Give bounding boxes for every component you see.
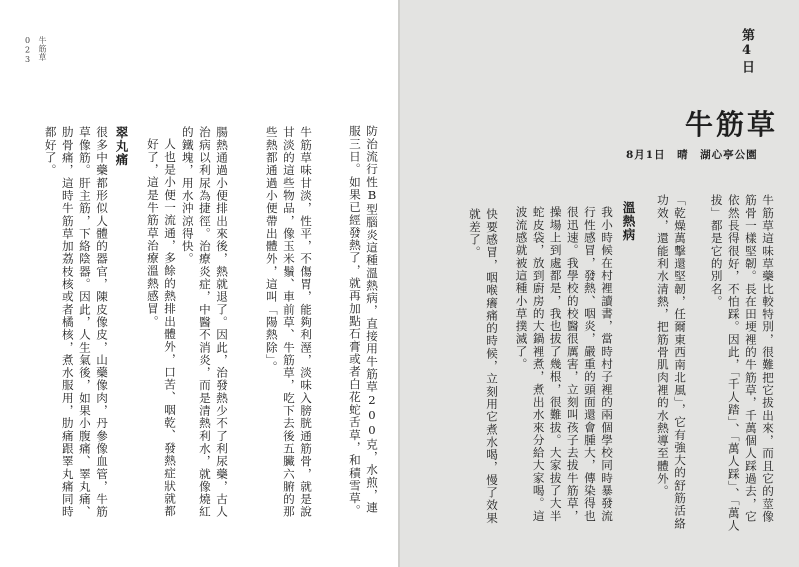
date-weather-location: 8月1日 晴 湖心亭公園 — [626, 149, 758, 161]
section-heading-warm-fever: 溫熱病 — [621, 201, 636, 242]
running-head: 牛筋草 — [38, 36, 47, 62]
paragraph-summary: 人也是小便一流通，多餘的熱排出體外，口苦、咽乾、發熱症狀就都好了，這是牛筋草治療溫熱感冒。 — [145, 138, 177, 518]
paragraph-poem: 「乾燥萬擊還堅韌，任爾東西南北風」，它有強大的舒筋活絡功效，還能利水清熱，把筋骨肌肉裡的水熱導至體外。 — [655, 194, 687, 530]
paragraph-diuretic: 腸熱通過小便排出來後，熱就退了。因此，治發熱少不了利尿藥，古人治病以利尿為捷徑。治療炎症，中醫不消炎，而是清熱利水，就像燒紅的鐵塊，用水沖涼得快。 — [180, 126, 229, 519]
day-marker: 第4日 — [739, 28, 754, 75]
section-heading-testicle-pain: 翠丸痛 — [114, 126, 129, 167]
paragraph-intro: 牛筋草這味草藥比較特別，很難把它拔出來，而且它的莖像筋骨一樣堅韌。長在田埂裡的牛筋草，千萬個人踩過去，它依然長得很好，不怕踩。因此，「千人踏」、「萬人踩」、「萬人拔」都是它的別名。 — [709, 194, 775, 532]
paragraph-taste-nature: 牛筋草味甘淡，性平，不傷胃，能夠利溼，淡味入膀胱通筋骨，就是說甘淡的這些物品，像玉米鬚、車前草、牛筋草，吃下去後五臟六腑的那些熱都通過小便帶出體外，這叫「陽熱除」。 — [264, 126, 313, 519]
paragraph-early-cold: 快要感冒，咽喉癢痛的時候，立刻用它煮水喝，慢了效果就差了。 — [467, 208, 499, 525]
book-gutter — [398, 0, 400, 567]
paragraph-childhood-story: 我小時候在村裡讀書，當時村子裡的兩個學校同時暴發流行性感冒，發熱、咽炎，嚴重的頭面還會腫大，傳染得也很迅速。我學校的校醫很厲害，立刻叫孩子去拔牛筋草，操場上到處都是，我也拔了幾根，很難拔。大家拔了大半蛇皮袋，放到廚房的大鍋裡煮，煮出水來分給大家喝。這波流感就被這種小草撲滅了。 — [514, 206, 614, 523]
chapter-title: 牛筋草 — [685, 108, 779, 141]
paragraph-prevention: 防治流行性B型腦炎這種溫熱病，直接用牛筋草200克，水煎，連服三日。如果已經發熱了，就再加點石膏或者白花蛇舌草，和積雪草。 — [347, 125, 379, 518]
page-number: 023 — [23, 36, 32, 65]
paragraph-organ-shape: 很多中藥都形似人體的器官，陳皮像皮，山藥像肉，丹參像血管，牛筋草像筋。肝主筋，下絡陰器。因此，人生氣後，如果小腹痛、睪丸痛、肋骨痛，這時牛筋草加荔枝核或者橘核，煮水服用，肋痛跟睪丸痛同時都好了。 — [43, 126, 109, 519]
